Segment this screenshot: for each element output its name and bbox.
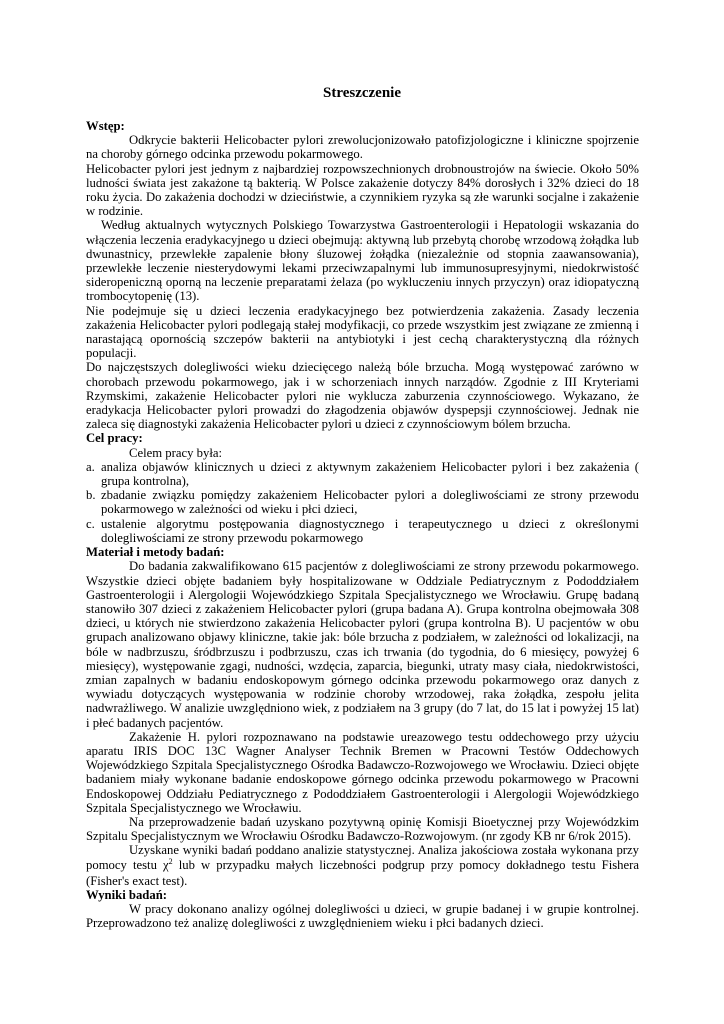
paragraph: W pracy dokonano analizy ogólnej dolegliwości u dzieci, w grupie badanej i w grupie kontrolnej. Przeprowadzono też analizę dolegliwości z uwzględnieniem wieku i płci badanych dzieci. [86,902,639,931]
paragraph: Odkrycie bakterii Helicobacter pylori zrewolucjonizowało patofizjologiczne i kliniczne spojrzenie na choroby górnego odcinka przewodu pokarmowego. [86,133,639,162]
paragraph: Do najczęstszych dolegliwości wieku dziecięcego należą bóle brzucha. Mogą występować zarówno w chorobach przewodu pokarmowego, jak i w schorzeniach innych narządów. Zgodnie z III Kryteriami Rzymskimi, zakażenie Helicobacter pylori nie wyklucza zaburzenia czynnościowego. Wykazano, że eradykacja Helicobacter pylori prowadzi do złagodzenia objawów dyspepsji czynnościowej. Jednak nie zaleca się diagnostyki zakażenia Helicobacter pylori u dzieci z czynnościowym bólem brzucha. [86,360,639,432]
paragraph: Nie podejmuje się u dzieci leczenia eradykacyjnego bez potwierdzenia zakażenia. Zasady leczenia zakażenia Helicobacter pylori podlegają stałej modyfikacji, co przede wszystkim jest związane ze zmienną i narastającą opornością szczepów bakterii na antybiotyki i jest cechą charakterystyczną dla różnych populacji. [86,303,639,361]
superscript: 2 [168,856,173,866]
paragraph [86,843,639,888]
abstract-body [86,119,639,931]
list-marker: c. [86,516,95,531]
list-item [86,488,639,516]
list-marker: b. [86,488,96,503]
paragraph: Na przeprowadzenie badań uzyskano pozytywną opinię Komisji Bioetycznej przy Wojewódzkim Szpitalu Specjalistycznym we Wrocławiu Ośrodku Badawczo-Rozwojowym. (nr zgody KB nr 6/rok 2015). [86,814,639,844]
paragraph-text: lub w przypadku małych liczebności podgrup przy pomocy dokładnego testu Fishera (Fisher's exact test). [86,857,639,888]
section-heading-aim: Cel pracy: [86,431,143,446]
paragraph-text: Uzyskane wyniki badań poddano analizie statystycznej. Analiza jakościowa została wykonana przy pomocy testu χ [86,843,639,872]
page-title: Streszczenie [322,85,402,101]
paragraph: Do badania zakwalifikowano 615 pacjentów z dolegliwościami ze strony przewodu pokarmowego. Wszystkie dzieci objęte badaniem były hospitalizowane w Oddziale Pediatrycznym z Pododdziałem Gastroenterologii i Alergologii Wojewódzkiego Szpitala Specjalistycznego we Wrocławiu. Grupę badaną stanowiło 307 dzieci z zakażeniem Helicobacter pylori (grupa badana A). Grupa kontrolna obejmowała 308 dzieci, u których nie stwierdzono zakażenia Helicobacter pylori (grupa kontrolna B). U pacjentów w obu grupach analizowano objawy kliniczne, takie jak: bóle brzucha z podziałem, w zależności od lokalizacji, na bóle w nadbrzuszu, śródbrzuszu i podbrzuszu, czas ich trwania (do tygodnia, do 6 miesięcy, powyżej 6 miesięcy), występowanie zgagi, nudności, wzdęcia, zaparcia, biegunki, utraty masy ciała, niedokrwistości, zmian zapalnych w badaniu endoskopowym górnego odcinka przewodu pokarmowego oraz danych z wywiadu dotyczących występowania w rodzinie choroby wrzodowej, raka żołądka, zespołu jelita nadwrażliwego. W analizie uwzględniono wiek, z podziałem na 3 grupy (do 7 lat, do 15 lat i powyżej 15 lat) i płeć badanych pacjentów. [86,559,639,730]
paragraph: Zakażenie H. pylori rozpoznawano na podstawie ureazowego testu oddechowego przy użyciu aparatu IRIS DOC 13C Wagner Analyser Technik Bremen w Pracowni Testów Oddechowych Wojewódzkiego Szpitala Specjalistycznego Ośrodka Badawczo-Rozwojowego we Wrocławiu. Dzieci objęte badaniem miały wykonane badanie endoskopowe górnego odcinka przewodu pokarmowego w Pracowni Endoskopowej Oddziału Pediatrycznego z Pododdziałem Gastroenterologii i Alergologii Wojewódzkiego Szpitala Specjalistycznego we Wrocławiu. [86,729,639,815]
section-heading-results: Wyniki badań: [86,887,167,902]
list-item [86,460,639,488]
list-marker: a. [86,459,95,474]
list-item-text: ustalenie algorytmu postępowania diagnostycznego i terapeutycznego u dzieci z określonymi dolegliwościami ze strony przewodu pokarmowego [101,516,639,545]
list-item-text: zbadanie związku pomiędzy zakażeniem Helicobacter pylori a dolegliwościami ze strony przewodu pokarmowego w zależności od wieku i płci dzieci, [101,488,639,517]
list-item [86,517,639,545]
section-heading-introduction: Wstęp: [86,119,125,133]
list-item-text: analiza objawów klinicznych u dzieci z aktywnym zakażeniem Helicobacter pylori i bez zakażenia ( grupa kontrolna), [101,459,639,489]
section-heading-methods: Materiał i metody badań: [86,545,225,560]
paragraph: Helicobacter pylori jest jednym z najbardziej rozpowszechnionych drobnoustrojów na świecie. Około 50% ludności świata jest zakażone tą bakterią. W Polsce zakażenie dotyczy 84% dorosłych i 32% dzieci do 18 roku życia. Do zakażenia dochodzi w dzieciństwie, a czynnikiem ryzyka są złe warunki socjalne i zakażenie w rodzinie. [86,161,639,219]
paragraph: Według aktualnych wytycznych Polskiego Towarzystwa Gastroenterologii i Hepatologii wskazania do włączenia leczenia eradykacyjnego u dzieci obejmują: aktywną lub przebytą chorobę wrzodową żołądka lub dwunastnicy, przewlekłe zapalenie błony śluzowej żołądka (niezależnie od stopnia zaawansowania), przewlekłe leczenie niesterydowymi lekami przeciwzapalnymi lub immunosupresyjnymi, niedokrwistość sideropeniczną oporną na leczenie preparatami żelaza (po wykluczeniu innych przyczyn) oraz idiopatyczną trombocytopenię (13). [86,218,639,304]
paragraph: Celem pracy była: [129,445,223,460]
